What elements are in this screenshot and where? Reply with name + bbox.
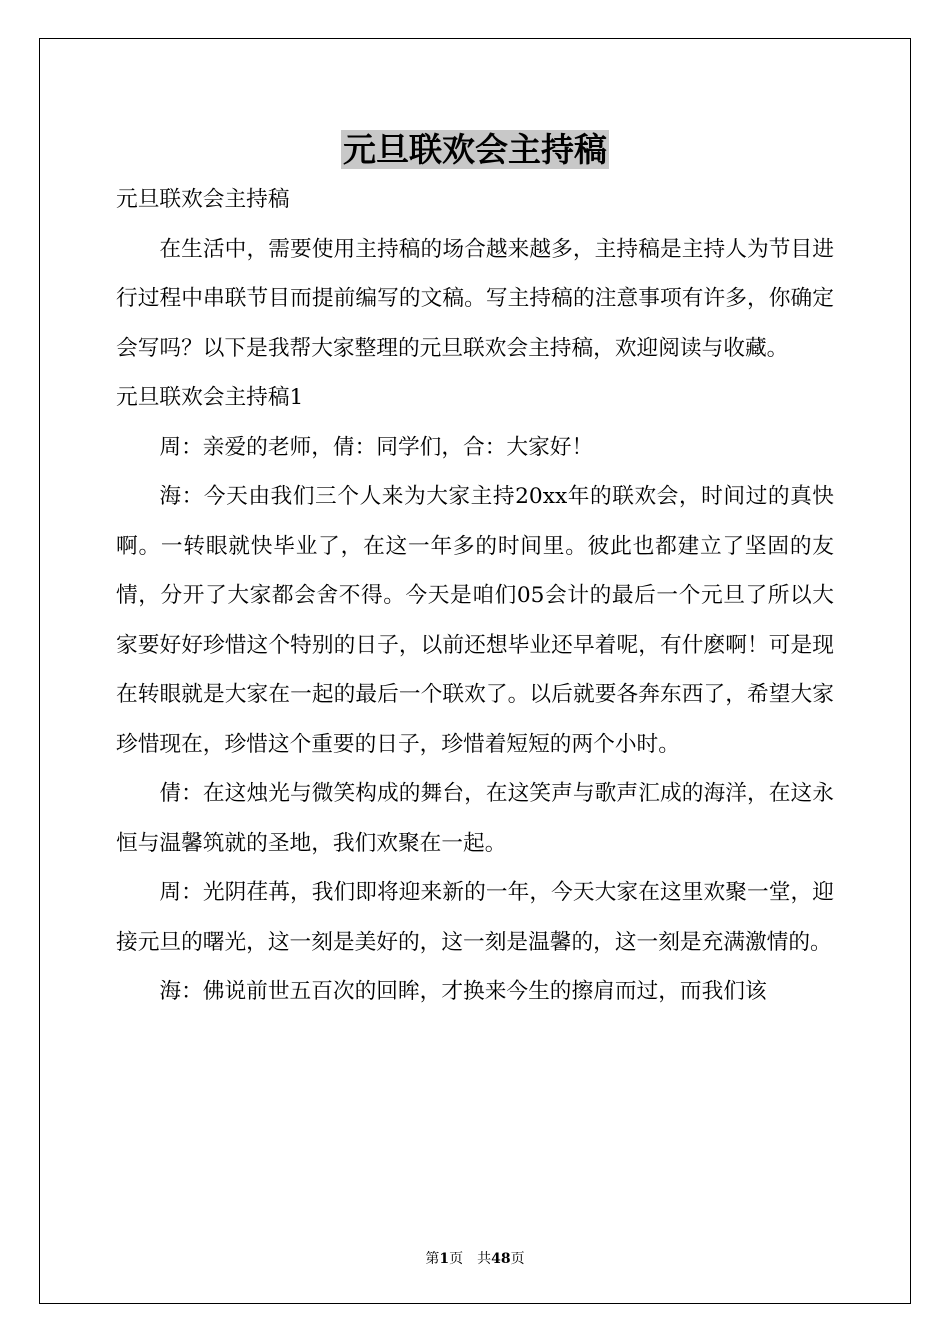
paragraph: 元旦联欢会主持稿1 — [116, 385, 304, 410]
page-footer — [0, 1248, 950, 1268]
paragraph: 在生活中，需要使用主持稿的场合越来越多，主持稿是主持人为节目进行过程中串联节目而提前编写的文稿。写主持稿的注意事项有许多，你确定会写吗？以下是我帮大家整理的元旦联欢会主持稿，欢迎阅读与收藏。 — [116, 236, 834, 361]
page-total: 48 — [491, 1251, 511, 1267]
page-prefix: 第 — [425, 1251, 440, 1267]
paragraph: 周：亲爱的老师，倩：同学们，合：大家好！ — [159, 434, 594, 460]
page-total-suffix: 页 — [510, 1251, 525, 1267]
paragraph: 海：今天由我们三个人来为大家主持20xx年的联欢会，时间过的真快啊。一转眼就快毕业了，在这一年多的时间里。彼此也都建立了坚固的友情，分开了大家都会舍不得。今天是咱们05会计的最后一个元旦了所以大家要好好珍惜这个特别的日子，以前还想毕业还早着呢，有什麽啊！可是现在转眼就是大家在一起的最后一个联欢了。以后就要各奔东西了，希望大家珍惜现在，珍惜这个重要的日子，珍惜着短短的两个小时。 — [116, 484, 834, 757]
paragraph: 元旦联欢会主持稿 — [116, 187, 290, 212]
document-body — [116, 175, 834, 1017]
paragraph: 倩：在这烛光与微笑构成的舞台，在这笑声与歌声汇成的海洋，在这永恒与温馨筑就的圣地，我们欢聚在一起。 — [116, 781, 834, 856]
document-title — [0, 128, 950, 172]
paragraph: 海：佛说前世五百次的回眸，才换来今生的擦肩而过，而我们该 — [159, 979, 767, 1004]
document-title-text: 元旦联欢会主持稿 — [343, 130, 607, 169]
page-current: 1 — [439, 1251, 450, 1267]
paragraph: 周：光阴荏苒，我们即将迎来新的一年，今天大家在这里欢聚一堂，迎接元旦的曙光，这一刻是美好的，这一刻是温馨的，这一刻是充满激情的。 — [116, 880, 834, 955]
page-suffix: 页 共 — [449, 1251, 492, 1267]
